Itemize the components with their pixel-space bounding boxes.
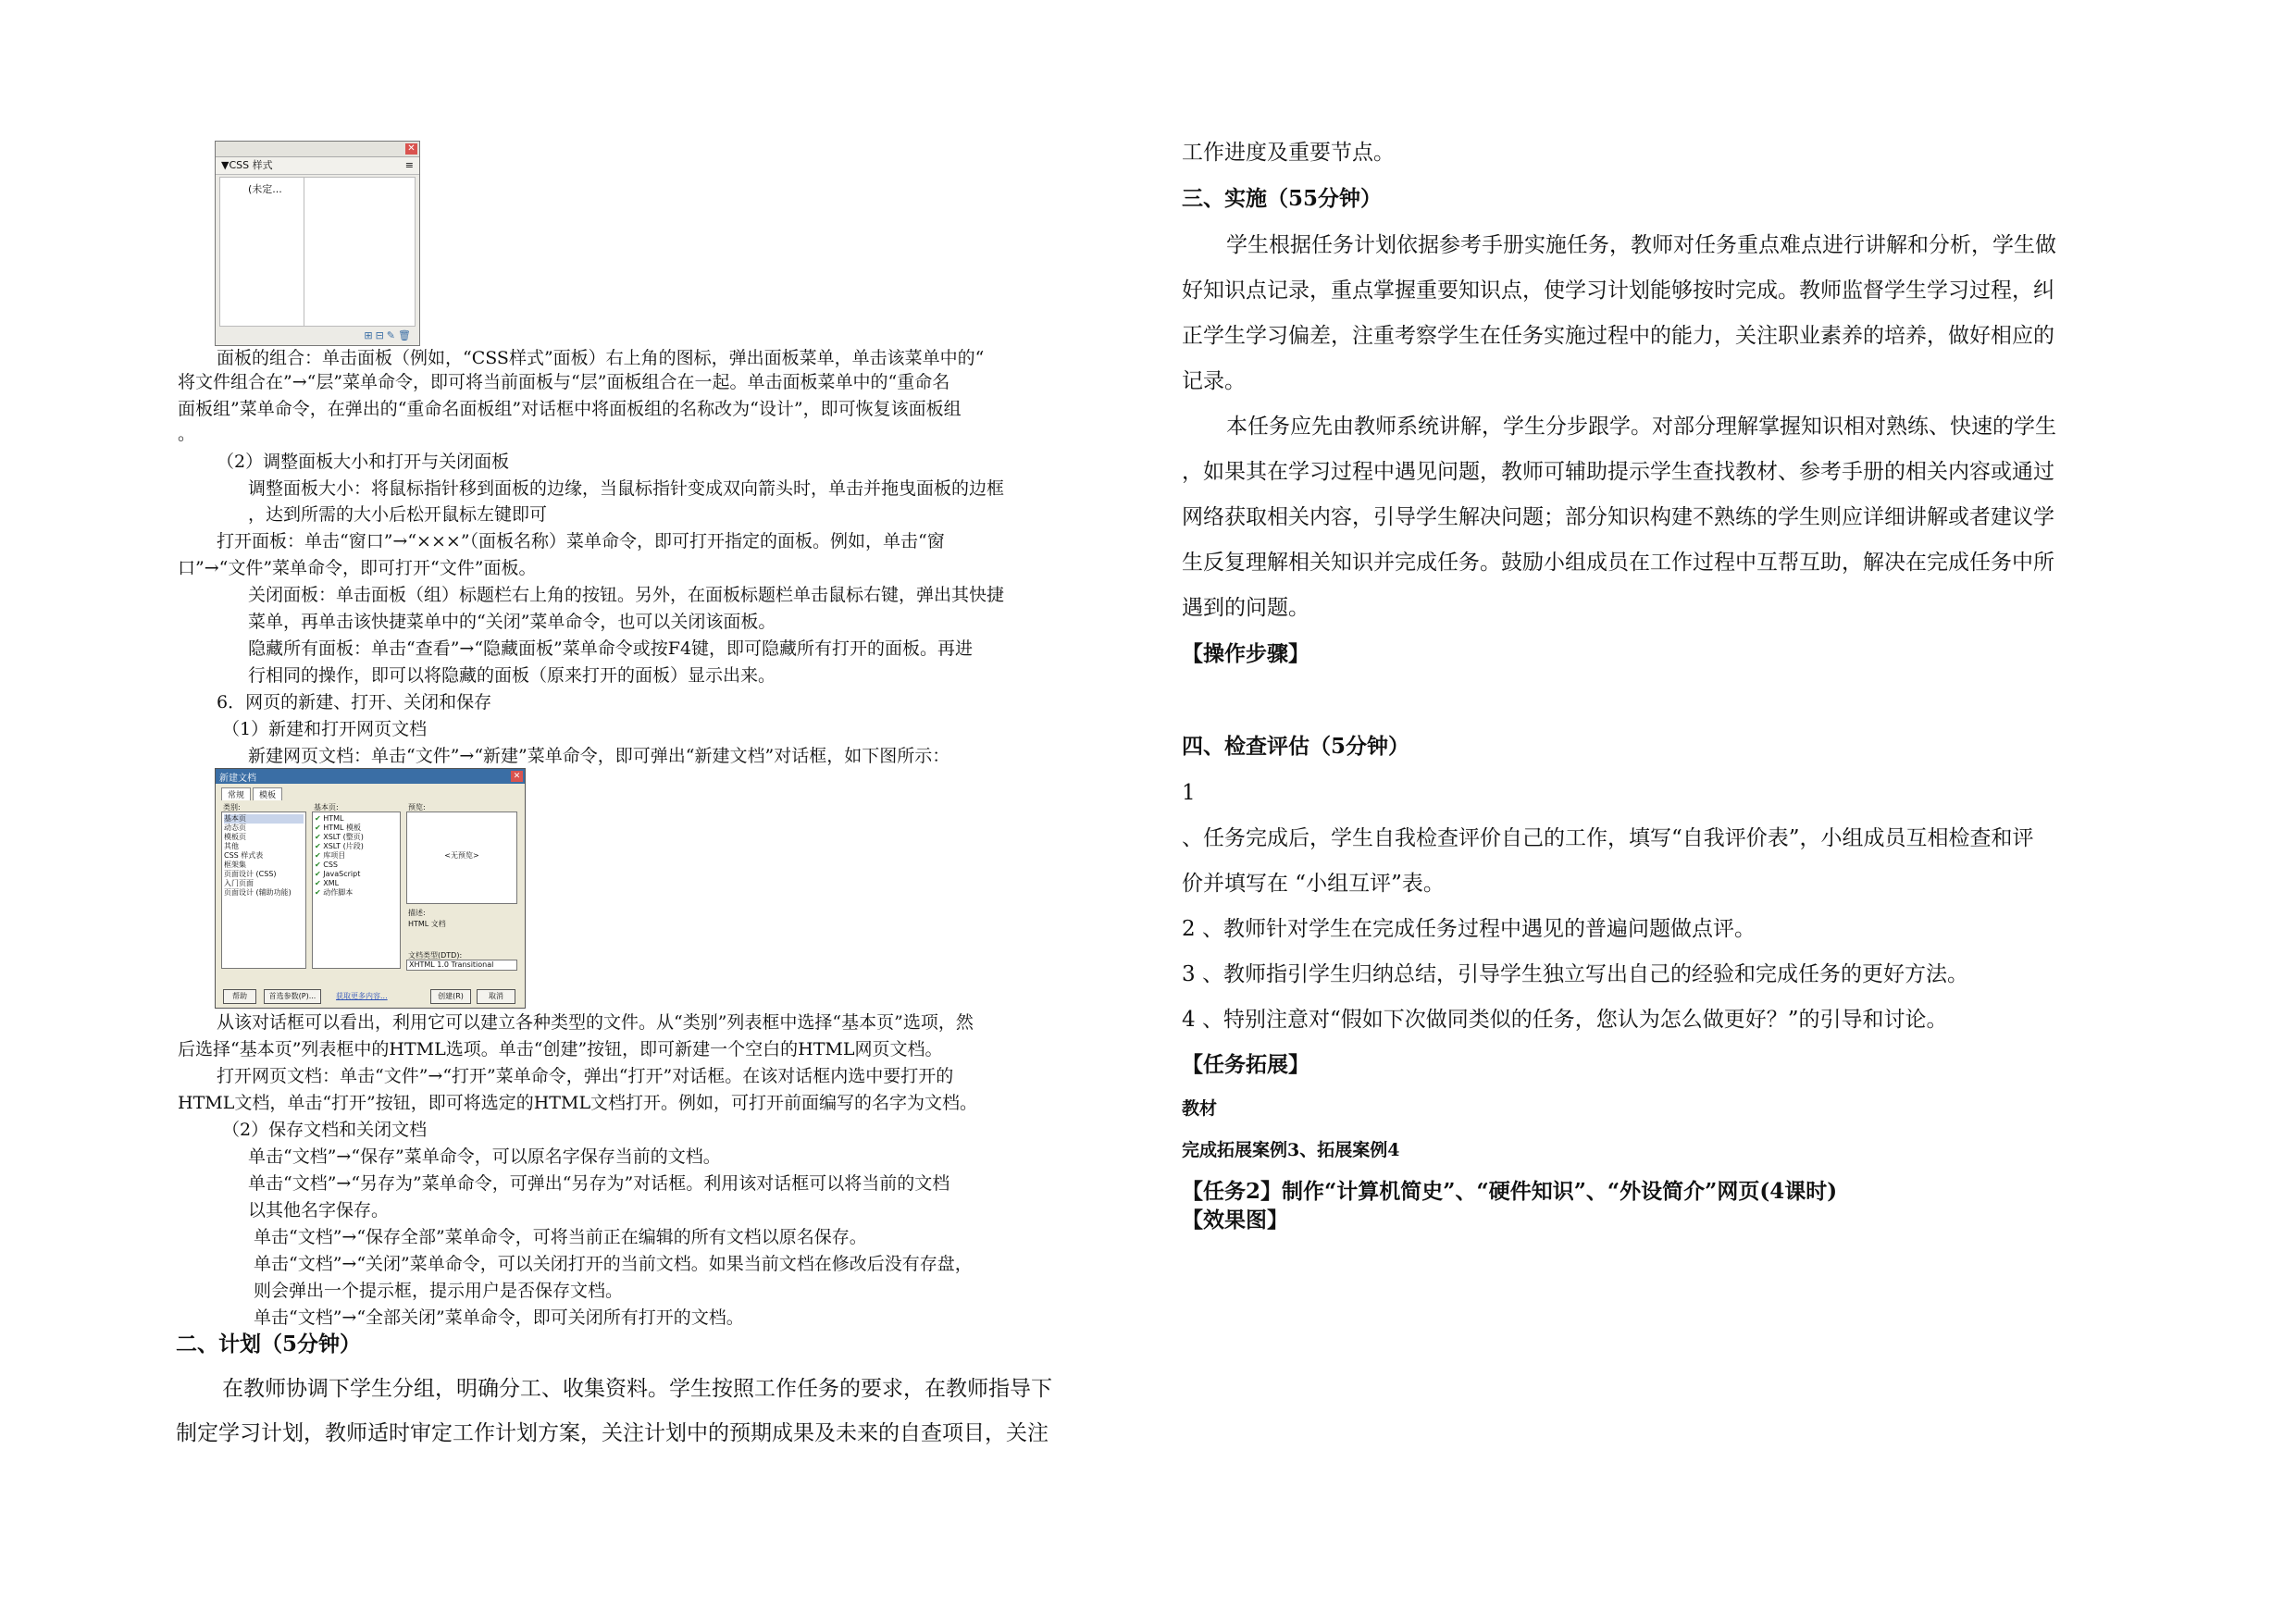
- para-line: 面板组”菜单命令，在弹出的“重命名面板组”对话框中将面板组的名称改为“设计”，即可恢复该面板组: [178, 399, 962, 419]
- list-item: ✔ XSLT (片段): [315, 842, 364, 850]
- check-icon: ✔: [315, 888, 321, 897]
- tab-templates: 模板: [253, 787, 282, 800]
- panel-titlebar: [216, 142, 419, 157]
- cancel-button: 取消: [477, 989, 515, 1004]
- list-item: 基本页: [224, 814, 304, 824]
- list-item: 动态页: [224, 824, 246, 832]
- para-line: 单击“文档”→“关闭”菜单命令，可以关闭打开的当前文档。如果当前文档在修改后没有存盘，: [254, 1254, 973, 1274]
- preferences-button: 首选参数(P)...: [264, 989, 321, 1004]
- dialog-tabs: [221, 787, 284, 800]
- list-item: 页面设计 (辅助功能): [224, 888, 292, 897]
- section-heading-check: 四、检查评估（5分钟）: [1182, 734, 1410, 759]
- effect-image-heading: 【效果图】: [1182, 1208, 1288, 1233]
- para-line: 生反复理解相关知识并完成任务。鼓励小组成员在工作过程中互帮互助，解决在完成任务中所: [1182, 551, 2054, 575]
- para-line: 关闭面板：单击面板（组）标题栏右上角的按钮。另外，在面板标题栏单击鼠标右键，弹出其快捷: [248, 585, 1005, 605]
- para-line: 隐藏所有面板：单击“查看”→“隐藏面板”菜单命令或按F4键，即可隐藏所有打开的面板。再进: [248, 638, 974, 659]
- check-icon: ✔: [315, 851, 321, 860]
- para-line: 2 、教师针对学生在完成任务过程中遇见的普遍问题做点评。: [1182, 917, 1756, 941]
- para-line: 正学生学习偏差，注重考察学生在任务实施过程中的能力，关注职业素养的培养，做好相应的: [1182, 324, 2054, 348]
- panel-header: [216, 157, 419, 175]
- close-icon: ✕: [511, 771, 523, 782]
- para-line: 单击“文档”→“全部关闭”菜单命令，即可关闭所有打开的文档。: [254, 1307, 744, 1328]
- category-list: [221, 812, 306, 969]
- list-item: ✔ HTML 模板: [315, 824, 362, 832]
- new-document-dialog-image: [215, 768, 526, 1009]
- subheading: （2）保存文档和关闭文档: [222, 1120, 428, 1140]
- para-line: 3 、教师指引学生归纳总结，引导学生独立写出自己的经验和完成任务的更好方法。: [1182, 962, 1968, 986]
- para-line: 新建网页文档：单击“文件”→“新建”菜单命令，即可弹出“新建文档”对话框，如下图所示：: [248, 746, 950, 766]
- check-icon: ✔: [315, 842, 321, 850]
- basic-page-list: [312, 812, 401, 969]
- list-item: 页面设计 (CSS): [224, 870, 277, 878]
- para-line: 打开面板：单击“窗口”→“×××”（面板名称）菜单命令，即可打开指定的面板。例如，单击“窗: [217, 531, 945, 551]
- description-label: 描述:: [408, 909, 426, 917]
- para-line: 口”→“文件”菜单命令，即可打开“文件”面板。: [178, 558, 537, 578]
- dialog-title: 新建文档: [219, 774, 256, 784]
- doctype-select: XHTML 1.0 Transitional: [406, 960, 517, 971]
- panel-toolbar-icons: ⊞⊟✎🗑: [364, 329, 414, 341]
- preview-box: [406, 812, 517, 904]
- more-content-link: 获取更多内容...: [336, 992, 388, 1000]
- para-line: 以其他名字保存。: [248, 1200, 390, 1220]
- para-line: 行相同的操作，即可以将隐藏的面板（原来打开的面板）显示出来。: [248, 665, 776, 686]
- check-icon: ✔: [315, 879, 321, 887]
- para-line: 记录。: [1182, 369, 1246, 393]
- para-line: 本任务应先由教师系统讲解，学生分步跟学。对部分理解掌握知识相对熟练、快速的学生: [1226, 415, 2056, 439]
- list-item: ✔ 库项目: [315, 851, 346, 860]
- css-styles-panel-image: [215, 141, 420, 346]
- check-icon: ✔: [315, 833, 321, 841]
- list-item: ✔ XSLT (整页): [315, 833, 364, 841]
- tab-general: 常规: [221, 787, 251, 800]
- operation-steps-heading: 【操作步骤】: [1182, 641, 1309, 666]
- para-line: 打开网页文档：单击“文件”→“打开”菜单命令，弹出“打开”对话框。在该对话框内选中要打开的: [217, 1066, 954, 1086]
- para-line: 从该对话框可以看出，利用它可以建立各种类型的文件。从“类别”列表框中选择“基本页”选项，然: [217, 1012, 974, 1033]
- para-line: 网络获取相关内容，引导学生解决问题；部分知识构建不熟练的学生则应详细讲解或者建议学: [1182, 505, 2054, 529]
- para-line: 后选择“基本页”列表框中的HTML选项。单击“创建”按钮，即可新建一个空白的HTML网页文档。: [178, 1039, 943, 1059]
- list-item: CSS 样式表: [224, 851, 264, 860]
- list-item: 模板页: [224, 833, 246, 841]
- task2-heading: 【任务2】制作“计算机简史”、“硬件知识”、“外设简介”网页(4课时): [1182, 1179, 1838, 1204]
- para-line: 则会弹出一个提示框，提示用户是否保存文档。: [254, 1281, 624, 1301]
- para-line: 制定学习计划，教师适时审定工作计划方案，关注计划中的预期成果及未来的自查项目，关注: [176, 1421, 1049, 1445]
- para-line: 将文件组合在”→“层”菜单命令，即可将当前面板与“层”面板组合在一起。单击面板菜单中的“重命名: [178, 372, 950, 392]
- preview-label: 预览:: [408, 803, 426, 812]
- dialog-titlebar: [216, 769, 525, 784]
- para-line: 遇到的问题。: [1182, 596, 1309, 620]
- para-line: 4 、特别注意对“假如下次做同类似的任务，您认为怎么做更好？”的引导和讨论。: [1182, 1008, 1948, 1032]
- close-icon: ✕: [405, 143, 417, 155]
- para-line: 面板的组合：单击面板（例如，“CSS样式”面板）右上角的图标，弹出面板菜单，单击该菜单中的“: [217, 348, 985, 368]
- list-item: 入门页面: [224, 879, 254, 887]
- check-icon: ✔: [315, 861, 321, 869]
- extension-line: 完成拓展案例3、拓展案例4: [1182, 1140, 1400, 1160]
- list-item: ✔ XML: [315, 879, 340, 887]
- extension-line: 教材: [1182, 1098, 1218, 1119]
- panel-body: [219, 177, 416, 327]
- create-button: 创建(R): [430, 989, 471, 1004]
- para-line: 在教师协调下学生分组，明确分工、收集资料。学生按照工作任务的要求，在教师指导下: [222, 1377, 1052, 1401]
- options-menu-icon: ≡: [404, 159, 414, 171]
- para-line: HTML文档，单击“打开”按钮，即可将选定的HTML文档打开。例如，可打开前面编写的名字为文档。: [178, 1093, 978, 1113]
- list-item: ✔ JavaScript: [315, 870, 361, 878]
- list-item: ✔ CSS: [315, 861, 338, 869]
- subheading: （1）新建和打开网页文档: [222, 719, 428, 739]
- para-line: 调整面板大小：将鼠标指针移到面板的边缘，当鼠标指针变成双向箭头时，单击并拖曳面板的边框: [248, 478, 1005, 499]
- task-extension-heading: 【任务拓展】: [1182, 1052, 1309, 1077]
- description-text: HTML 文档: [408, 920, 446, 928]
- para-line: 工作进度及重要节点。: [1182, 141, 1395, 165]
- panel-item: (未定...: [248, 183, 282, 195]
- para-line: 、任务完成后，学生自我检查评价自己的工作，填写“自我评价表”，小组成员互相检查和评: [1182, 826, 2034, 850]
- para-line: ，达到所需的大小后松开鼠标左键即可: [248, 504, 548, 525]
- subheading: 6．网页的新建、打开、关闭和保存: [217, 692, 492, 712]
- list-item: ✔ 动作脚本: [315, 888, 354, 897]
- check-icon: ✔: [315, 870, 321, 878]
- para-line: 菜单，再单击该快捷菜单中的“关闭”菜单命令，也可以关闭该面板。: [248, 612, 776, 632]
- subheading: （2）调整面板大小和打开与关闭面板: [217, 452, 510, 472]
- panel-header-label: ▼CSS 样式: [221, 159, 273, 171]
- category-label: 类别:: [223, 803, 241, 812]
- check-icon: ✔: [315, 824, 321, 832]
- para-line: ，如果其在学习过程中遇见问题，教师可辅助提示学生查找教材、参考手册的相关内容或通过: [1182, 460, 2054, 484]
- para-line: 价并填写在 “小组互评”表。: [1182, 872, 1445, 896]
- preview-text: <无预览>: [444, 851, 479, 860]
- para-line: 。: [178, 424, 196, 444]
- para-line: 单击“文档”→“另存为”菜单命令，可弹出“另存为”对话框。利用该对话框可以将当前的文档: [248, 1173, 950, 1194]
- para-line: 单击“文档”→“保存”菜单命令，可以原名字保存当前的文档。: [248, 1146, 721, 1167]
- list-item: ✔ HTML: [315, 814, 344, 823]
- list-item: 其他: [224, 842, 239, 850]
- section-heading-plan: 二、计划（5分钟）: [176, 1332, 362, 1357]
- para-line: 好知识点记录，重点掌握重要知识点，使学习计划能够按时完成。教师监督学生学习过程，纠: [1182, 279, 2054, 303]
- check-icon: ✔: [315, 814, 321, 823]
- para-line: 学生根据任务计划依据参考手册实施任务，教师对任务重点难点进行讲解和分析，学生做: [1226, 233, 2056, 257]
- basic-page-label: 基本页:: [314, 803, 339, 812]
- section-heading-implementation: 三、实施（55分钟）: [1182, 186, 1383, 211]
- doctype-label: 文档类型(DTD):: [408, 951, 463, 960]
- help-button: 帮助: [223, 989, 256, 1004]
- para-line: 1: [1182, 781, 1196, 805]
- para-line: 单击“文档”→“保存全部”菜单命令，可将当前正在编辑的所有文档以原名保存。: [254, 1227, 867, 1247]
- list-item: 框架集: [224, 861, 246, 869]
